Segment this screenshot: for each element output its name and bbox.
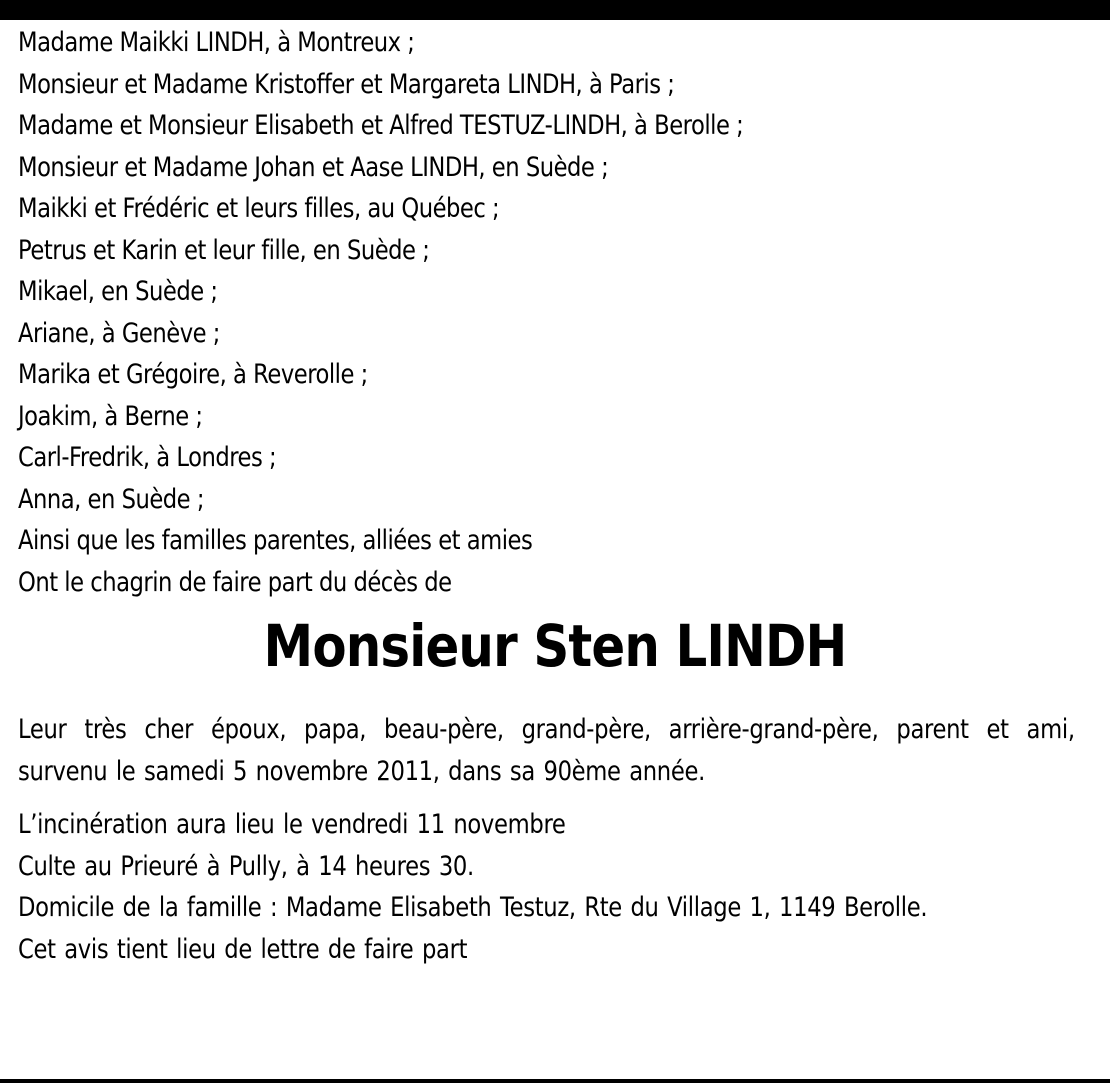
family-member-line: Maikki et Frédéric et leurs filles, au Québec ;	[18, 193, 500, 224]
announcement-line: Ont le chagrin de faire part du décès de	[18, 566, 452, 598]
family-member-line: Mikael, en Suède ;	[18, 276, 218, 307]
family-member-line: Joakim, à Berne ;	[18, 400, 203, 432]
service-line: Culte au Prieuré à Pully, à 14 heures 30.	[18, 850, 474, 882]
obituary-notice	[18, 22, 1092, 970]
family-member-line: Madame Maikki LINDH, à Montreux ;	[18, 27, 415, 58]
family-members-list	[18, 22, 1092, 520]
family-member-line: Marika et Grégoire, à Reverolle ;	[18, 359, 368, 390]
ceremony-details	[18, 804, 1092, 970]
family-member-line: Madame et Monsieur Elisabeth et Alfred TESTUZ-LINDH, à Berolle ;	[18, 110, 744, 141]
family-member-line: Petrus et Karin et leur fille, en Suède ;	[18, 234, 430, 266]
family-address-line: Domicile de la famille : Madame Elisabeth Testuz, Rte du Village 1, 1149 Berolle.	[18, 892, 928, 923]
tribute-paragraph: Leur très cher époux, papa, beau-père, grand-père, arrière-grand-père, parent et ami, survenu le samedi 5 novembre 2011, dans sa 90ème année.	[18, 714, 1075, 787]
family-member-line: Carl-Fredrik, à Londres ;	[18, 442, 277, 473]
family-member-line: Ariane, à Genève ;	[18, 317, 220, 349]
closing-relatives-line: Ainsi que les familles parentes, alliées et amies	[18, 525, 533, 556]
family-member-line: Anna, en Suède ;	[18, 483, 204, 515]
bottom-border-rule	[0, 1079, 1110, 1083]
notice-line: Cet avis tient lieu de lettre de faire part	[18, 933, 468, 965]
top-border-rule	[0, 0, 1110, 20]
cremation-line: L’incinération aura lieu le vendredi 11 novembre	[18, 809, 566, 840]
family-member-line: Monsieur et Madame Johan et Aase LINDH, en Suède ;	[18, 151, 609, 183]
deceased-name-heading: Monsieur Sten LINDH	[263, 612, 847, 680]
family-member-line: Monsieur et Madame Kristoffer et Margareta LINDH, à Paris ;	[18, 68, 675, 100]
